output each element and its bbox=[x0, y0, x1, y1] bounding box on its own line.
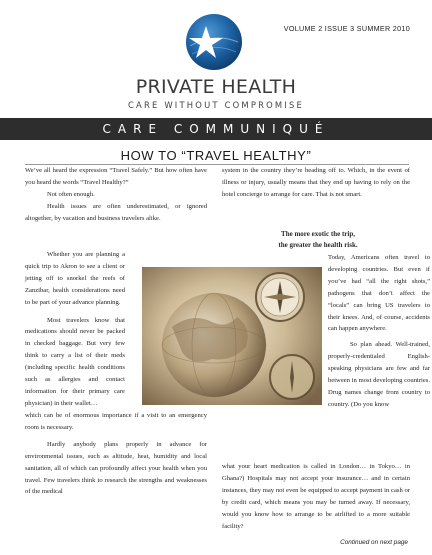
paragraph: So plan ahead. Well-trained, properly-credentialed English-speaking physicians are few and far between in most developing countries. Drug names change from country to country. (Do you know bbox=[328, 341, 430, 408]
paragraph: Health issues are often underestimated, or ignored altogether, by vacation and business travelers alike. bbox=[25, 202, 207, 222]
pull-quote bbox=[228, 229, 408, 250]
pull-quote-line: The more exotic the trip, bbox=[281, 230, 355, 238]
article-headline bbox=[0, 148, 432, 163]
section-banner bbox=[0, 118, 432, 140]
paragraph: Today, Americans often travel to developing countries. But even if you’ve had “all the right shots,” pathogens that don’t affect the “locals” can bring US travelers to their knees. And, of course, accidents can happen anywhere. bbox=[328, 254, 430, 333]
banner-title: CARE COMMUNIQUÉ bbox=[102, 122, 330, 136]
paragraph: which can be of enormous importance if a visit to an emergency room is necessary. bbox=[25, 412, 207, 431]
paragraph: Not often enough. bbox=[47, 190, 95, 198]
left-column-bottom bbox=[25, 410, 207, 498]
paragraph: Most travelers know that medications should never be packed in checked baggage. But very few think to carry a list of their meds (including specific health conditions such as allergies and contact information for their primary care physician) in their wallet… bbox=[25, 316, 125, 407]
continued-note: Continued on next page bbox=[340, 539, 408, 546]
paragraph: Hardly anybody plans properly in advance for environmental issues, such as altitude, heat, humidity and local sanitation, all of which can profoundly affect your health when you travel. Few travelers think to research the strengths and weaknesses of the medical bbox=[25, 440, 207, 496]
brand-name: PRIVATE HEALTH bbox=[135, 76, 297, 98]
headline-text: HOW TO “TRAVEL HEALTHY” bbox=[115, 148, 318, 163]
issue-info: VOLUME 2 ISSUE 3 SUMMER 2010 bbox=[283, 24, 410, 33]
globe-compass-photo bbox=[142, 267, 322, 405]
pull-quote-line: the greater the health risk. bbox=[278, 240, 358, 249]
left-column-top bbox=[25, 165, 207, 225]
paragraph: Whether you are planning a quick trip to Akron to see a client or jetting off to snorkel the reefs of Zanzibar, health considerations need to be part of your advance planning. bbox=[25, 251, 125, 306]
right-column-top bbox=[222, 165, 410, 201]
paragraph: what your heart medication is called in London… in Tokyo… in Ghana?) Hospitals may not accept your insurance… and in certain instances, they may not even be equipped to accept payment in cash or by credit card, which means you may be turned away. If necessary, would you know how to arrange to be airlifted to a more suitable facility? bbox=[222, 463, 410, 530]
star-globe-icon bbox=[184, 12, 244, 72]
paragraph: system in the country they’re heading off to. Which, in the event of illness or injury, usually means that they end up having to rely on the hotel concierge to arrange for care. That is not smart. bbox=[222, 167, 410, 198]
brand-tagline: CARE WITHOUT COMPROMISE bbox=[127, 100, 305, 110]
paragraph: We’ve all heard the expression “Travel Safely.” But how often have you heard the words “Travel Healthy?” bbox=[25, 167, 207, 186]
right-column-bottom bbox=[222, 461, 410, 532]
left-column-wrap bbox=[25, 249, 125, 410]
